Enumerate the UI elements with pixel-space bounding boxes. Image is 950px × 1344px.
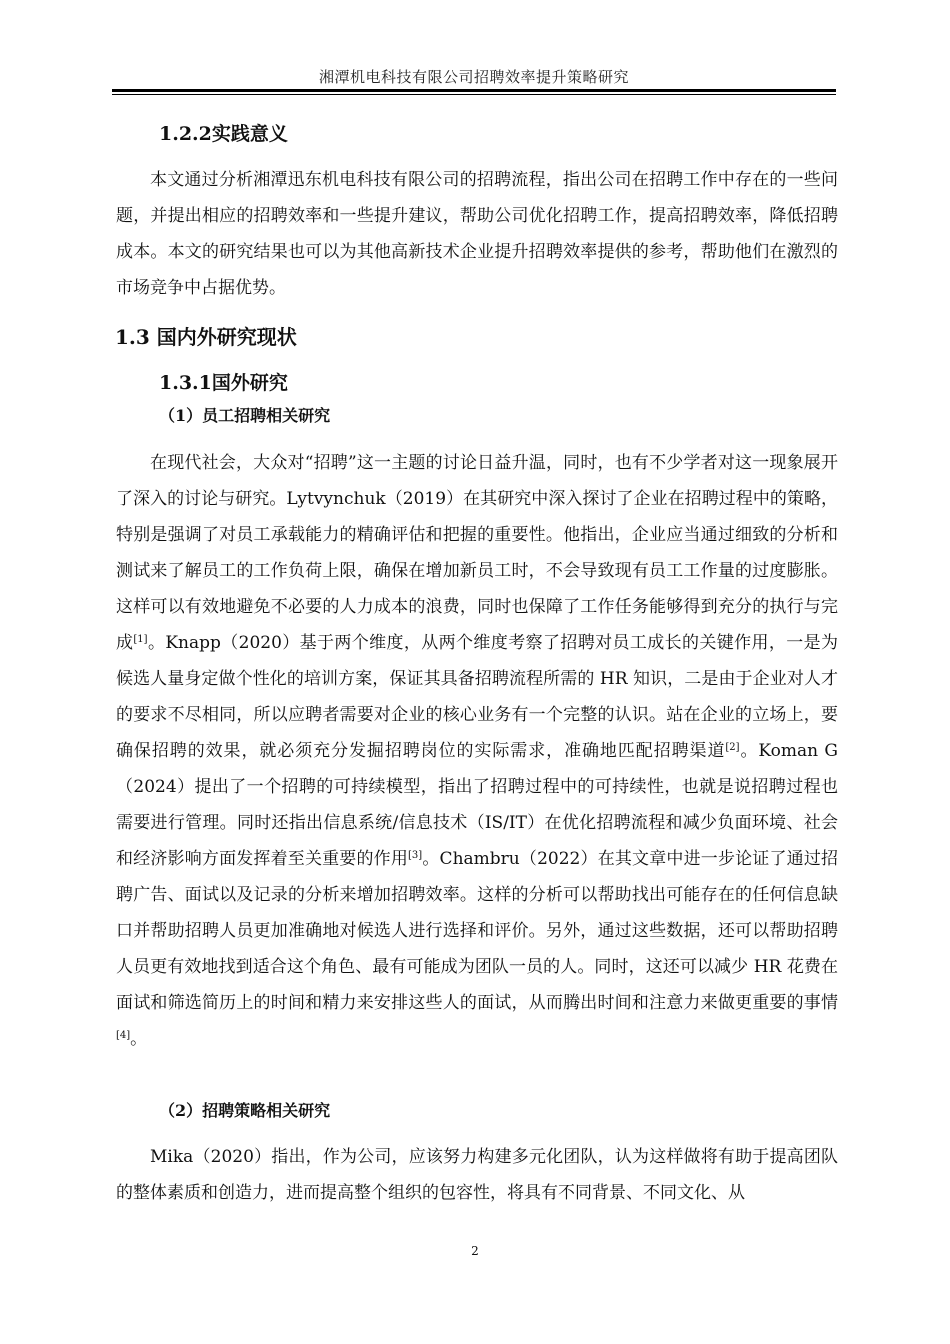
paragraph-text-3: 。Koman G（2024）提出了一个招聘的可持续模型，指出了招聘过程中的可持续性，也就是说招聘过程也需要进行管理。同时还指出信息系统/信息技术（IS/IT）在优化招聘流程和减少负面环境、社会和经济影响方面发挥着至关重要的作用	[116, 741, 838, 869]
paragraph-text-4: 。Chambru（2022）在其文章中进一步论证了通过招聘广告、面试以及记录的分析来增加招聘效率。这样的分析可以帮助找出可能存在的任何信息缺口并帮助招聘人员更加准确地对候选人进行选择和评价。另外，通过这些数据，还可以帮助招聘人员更有效地找到适合这个角色、最有可能成为团队一员的人。同时，这还可以减少 HR 花费在面试和筛选简历上的时间和精力来安排这些人的面试，从而腾出时间和注意力来做更重要的事情	[116, 849, 839, 1013]
paragraph-recruitment-strategy: Mika（2020）指出，作为公司，应该努力构建多元化团队，认为这样做将有助于提高团队的整体素质和创造力，进而提高整个组织的包容性，将具有不同背景、不同文化、从	[116, 1147, 838, 1203]
heading-1-3-1: 1.3.1国外研究	[159, 372, 288, 394]
citation-4: [4]	[116, 1030, 131, 1041]
header-rule-thin	[112, 94, 836, 95]
heading-1-3: 1.3 国内外研究现状	[115, 325, 297, 349]
citation-3: [3]	[408, 850, 423, 861]
paragraph-foreign-research	[116, 445, 838, 1057]
paragraph-practical-significance: 本文通过分析湘潭迅东机电科技有限公司的招聘流程，指出公司在招聘工作中存在的一些问题，并提出相应的招聘效率和一些提升建议，帮助公司优化招聘工作，提高招聘效率，降低招聘成本。本文的研究结果也可以为其他高新技术企业提升招聘效率提供的参考，帮助他们在激烈的市场竞争中占据优势。	[116, 170, 838, 298]
paragraph-text-5: 。	[130, 1029, 148, 1049]
header-rule-thick	[112, 89, 836, 92]
citation-2: [2]	[725, 742, 740, 753]
page-number: 2	[471, 1244, 479, 1258]
heading-recruitment-strategy: （2）招聘策略相关研究	[159, 1101, 331, 1120]
heading-employee-recruitment: （1）员工招聘相关研究	[159, 406, 331, 425]
paragraph-text-1: 在现代社会，大众对“招聘”这一主题的讨论日益升温，同时，也有不少学者对这一现象展开了深入的讨论与研究。Lytvynchuk（2019）在其研究中深入探讨了企业在招聘过程中的策略，特别是强调了对员工承载能力的精确评估和把握的重要性。他指出，企业应当通过细致的分析和测试来了解员工的工作负荷上限，确保在增加新员工时，不会导致现有员工工作量的过度膨胀。这样可以有效地避免不必要的人力成本的浪费，同时也保障了工作任务能够得到充分的执行与完成	[116, 453, 838, 653]
heading-1-2-2: 1.2.2实践意义	[159, 123, 288, 145]
running-header: 湘潭机电科技有限公司招聘效率提升策略研究	[318, 68, 629, 86]
citation-1: [1]	[133, 634, 148, 645]
paragraph-text-2: 。Knapp（2020）基于两个维度，从两个维度考察了招聘对员工成长的关键作用，一是为候选人量身定做个性化的培训方案，保证其具备招聘流程所需的 HR 知识，二是由于企业对人才的要求不尽相同，所以应聘者需要对企业的核心业务有一个完整的认识。站在企业的立场上，要确保招聘的效果，就必须充分发掘招聘岗位的实际需求，准确地匹配招聘渠道	[116, 633, 839, 761]
